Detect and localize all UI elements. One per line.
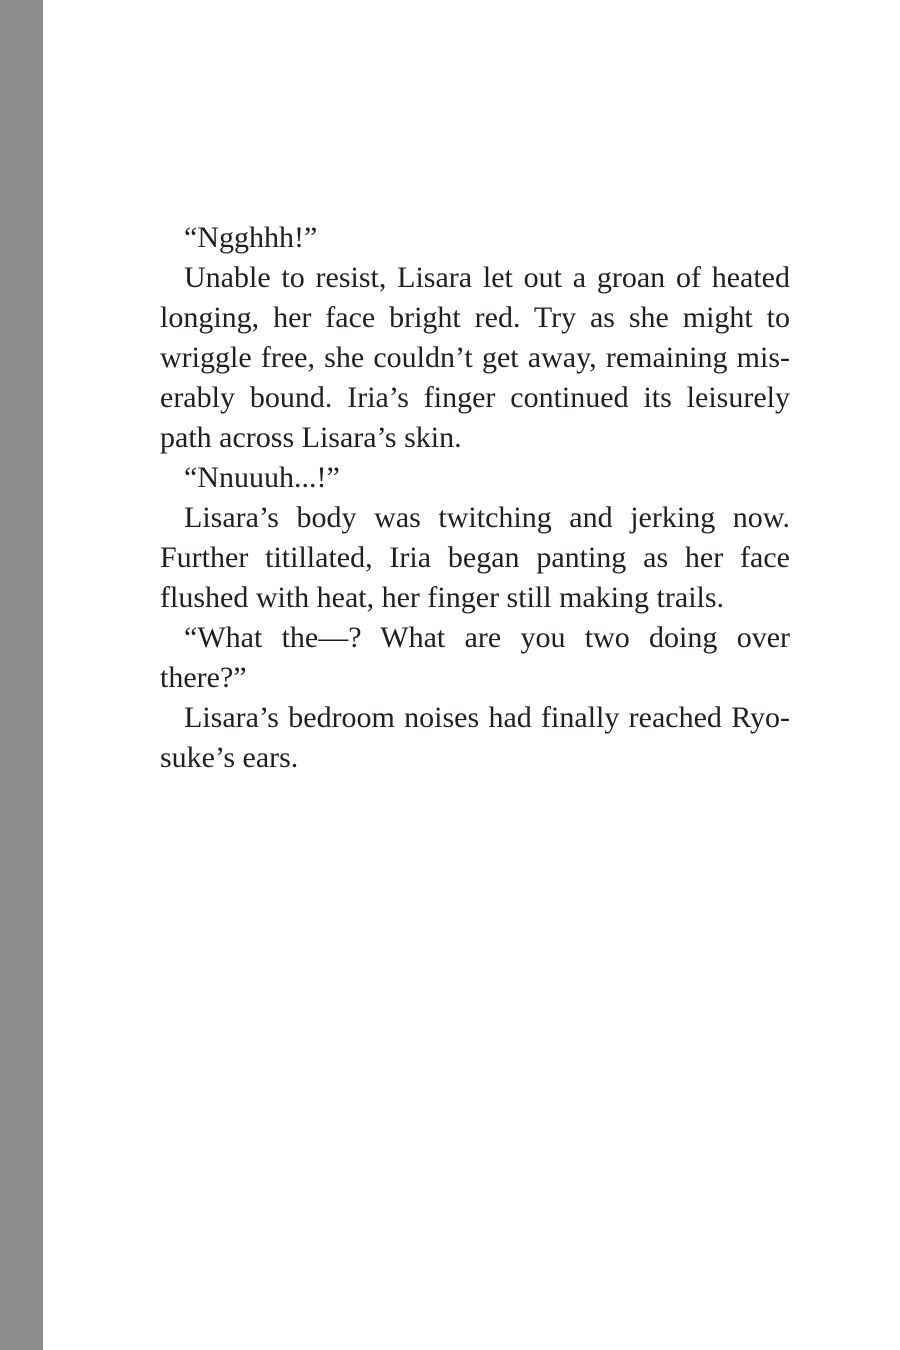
body-text	[160, 218, 790, 778]
text-line: longing, her face bright red. Try as she might to	[160, 301, 790, 334]
page-gutter	[0, 0, 43, 1350]
paragraph	[160, 218, 790, 258]
text-line: suke’s ears.	[160, 741, 299, 774]
text-line: erably bound. Iria’s finger continued its leisurely	[160, 381, 790, 414]
paragraph	[160, 498, 790, 618]
text-line: Lisara’s body was twitching and jerking now.	[184, 501, 790, 534]
text-line: Lisara’s bedroom noises had finally reached Ryo-	[184, 701, 790, 734]
text-line: Unable to resist, Lisara let out a groan of heated	[184, 261, 790, 294]
text-line: wriggle free, she couldn’t get away, remaining mis-	[160, 341, 790, 374]
text-line: flushed with heat, her finger still making trails.	[160, 581, 725, 614]
text-line: “Nnuuuh...!”	[184, 461, 340, 494]
text-line: there?”	[160, 661, 247, 694]
paragraph	[160, 258, 790, 458]
paragraph	[160, 698, 790, 778]
text-line: path across Lisara’s skin.	[160, 421, 462, 454]
paragraph	[160, 618, 790, 698]
paragraph	[160, 458, 790, 498]
text-line: “Ngghhh!”	[184, 221, 318, 254]
text-line: Further titillated, Iria began panting as her face	[160, 541, 790, 574]
text-line: “What the—? What are you two doing over	[184, 621, 790, 654]
